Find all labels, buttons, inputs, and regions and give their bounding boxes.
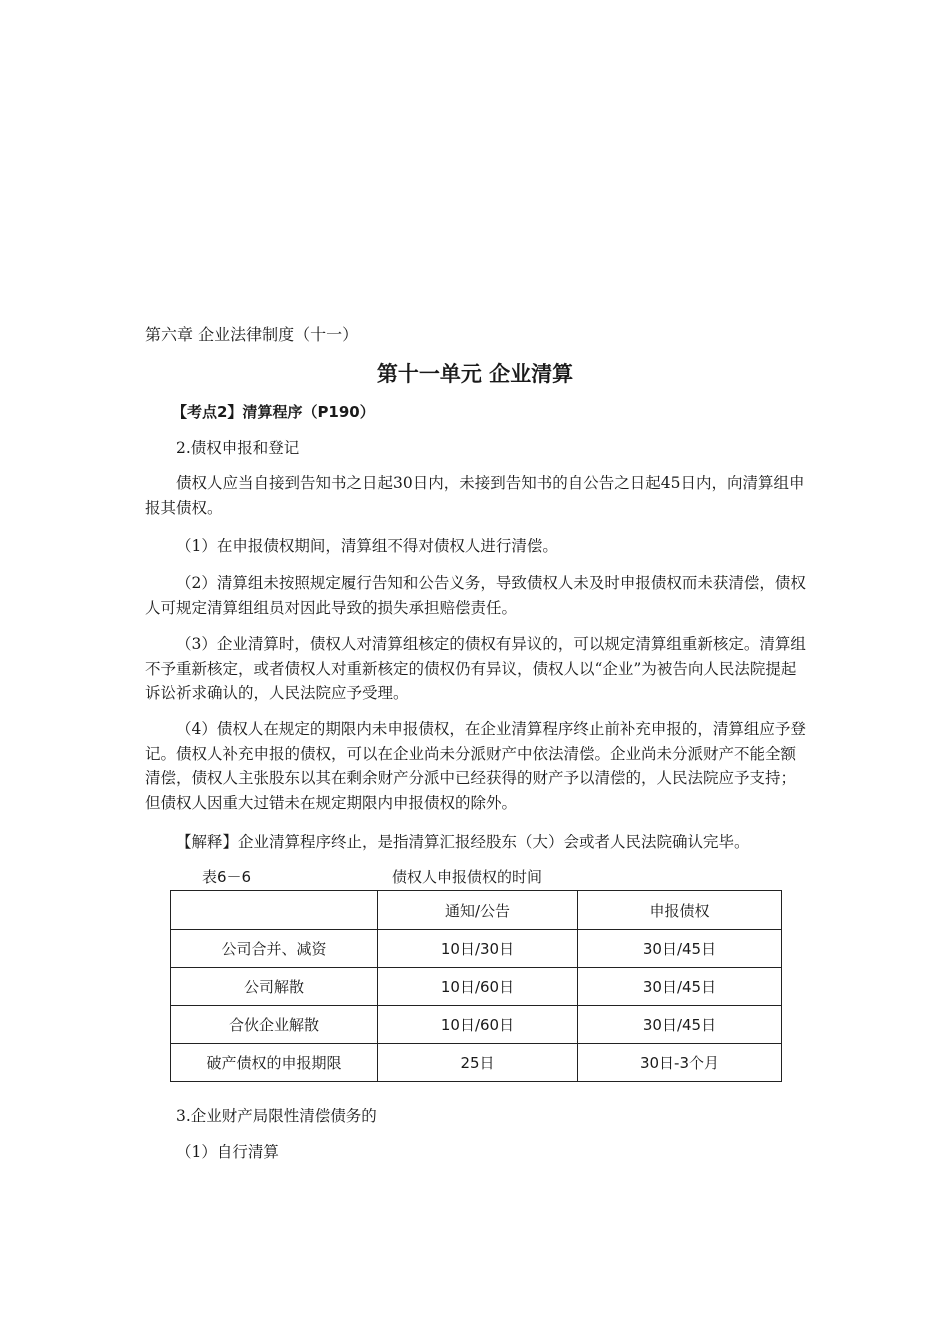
item-3: （3）企业清算时，债权人对清算组核定的债权有异议的，可以规定清算组重新核定。清算组不予重新核定，或者债权人对重新核定的债权仍有异议，债权人以“企业”为被告向人民法院提起诉讼祈求确认的，人民法院应予受理。	[145, 635, 806, 702]
item-3-1: （1）自行清算	[176, 1143, 279, 1161]
table-row	[171, 1006, 782, 1044]
table-cell: 10日/60日	[378, 968, 578, 1006]
table-caption: 债权人申报债权的时间	[392, 868, 543, 886]
table-cell: 25日	[378, 1044, 578, 1082]
table-cell: 破产债权的申报期限	[171, 1044, 378, 1082]
table-cell: 30日-3个月	[578, 1044, 782, 1082]
table-header-cell: 申报债权	[578, 891, 782, 930]
paragraph-intro: 债权人应当自接到告知书之日起30日内，未接到告知书的自公告之日起45日内，向清算组申报其债权。	[145, 474, 805, 517]
item-1: （1）在申报债权期间，清算组不得对债权人进行清偿。	[176, 537, 558, 555]
item-4: （4）债权人在规定的期限内未申报债权，在企业清算程序终止前补充申报的，清算组应予登记。债权人补充申报的债权，可以在企业尚未分派财产中依法清偿。企业尚未分派财产不能全额清偿，债权人主张股东以其在剩余财产分派中已经获得的财产予以清偿的，人民法院应予支持；但债权人因重大过错未在规定期限内申报债权的除外。	[145, 720, 806, 812]
table-cell: 30日/45日	[578, 930, 782, 968]
table-header-cell	[171, 891, 378, 930]
table-label: 表6－6	[202, 868, 252, 886]
section-heading-2: 2.债权申报和登记	[176, 439, 300, 457]
item-2: （2）清算组未按照规定履行告知和公告义务，导致债权人未及时申报债权而未获清偿，债权人可规定清算组组员对因此导致的损失承担赔偿责任。	[145, 574, 806, 617]
table-cell: 合伙企业解散	[171, 1006, 378, 1044]
explanation: 【解释】企业清算程序终止，是指清算汇报经股东（大）会或者人民法院确认完毕。	[176, 833, 750, 851]
table-cell: 公司解散	[171, 968, 378, 1006]
section-heading-3: 3.企业财产局限性清偿债务的	[176, 1107, 377, 1125]
table-row	[171, 1044, 782, 1082]
unit-title: 第十一单元 企业清算	[376, 362, 574, 386]
kaodian-title: 【考点2】清算程序（P190）	[172, 403, 375, 421]
table-cell: 公司合并、减资	[171, 930, 378, 968]
table-cell: 10日/60日	[378, 1006, 578, 1044]
table-cell: 30日/45日	[578, 968, 782, 1006]
table-cell: 10日/30日	[378, 930, 578, 968]
table-cell: 30日/45日	[578, 1006, 782, 1044]
table-row	[171, 930, 782, 968]
table-header-row	[171, 891, 782, 930]
table-header-cell: 通知/公告	[378, 891, 578, 930]
table-row	[171, 968, 782, 1006]
deadline-table	[170, 890, 782, 1082]
chapter-line: 第六章 企业法律制度（十一）	[145, 325, 359, 344]
